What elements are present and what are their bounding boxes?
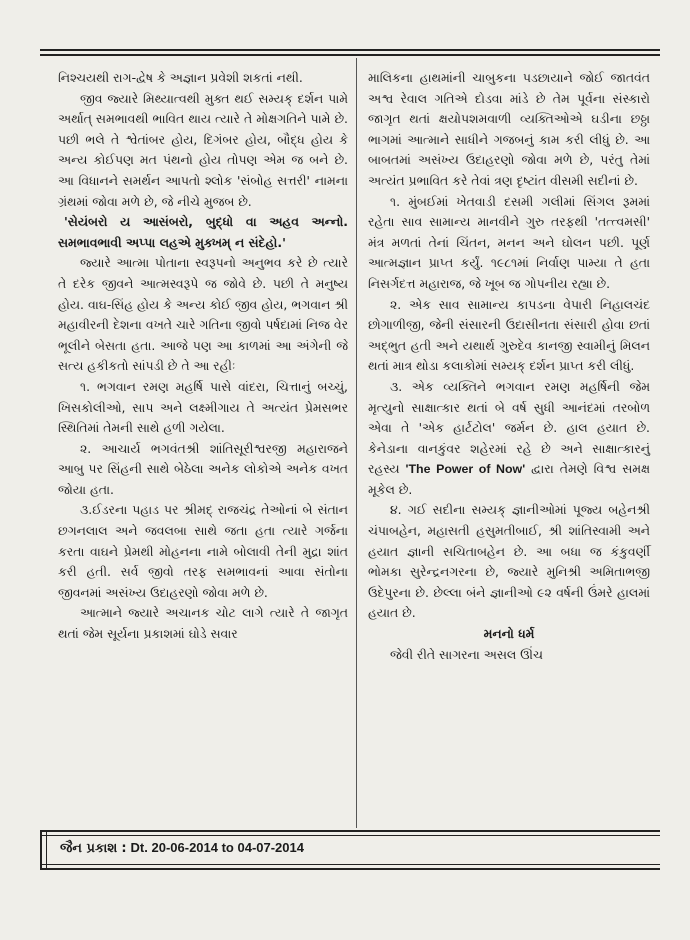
list-item: ૧. ભગવાન રમણ મહર્ષિ પાસે વાંદરા, ચિત્તાનું બચ્ચું, ખિસકોલીઓ, સાપ અને લક્ષ્મીગાય તે અત્યંત પ્રેમસભર સ્થિતિમાં તેમની સાથે હળી ગયેલા.	[58, 378, 348, 436]
list-item	[368, 377, 650, 501]
shloka-quote: 'સેયંબરો ય આસંબરો, બુદ્ધો વા અહવ અન્નો. સમભાવભાવી અપ્પા લહએ મુક્ખમ્‌ ન સંદેહો.'	[58, 214, 348, 250]
column-divider	[356, 58, 357, 828]
list-item-text: ૩. એક વ્યક્તિને ભગવાન રમણ મહર્ષિની જેમ મૃત્યુનો સાક્ષાત્કાર થતાં બે વર્ષ સુધી આનંદમાં તરબોળ એવા તે 'એક હાર્ટટોલ' જર્મન છે. હાલ હયાત છે. કેનેડાના વાનકુંવર શહેરમાં રહે છે અને સાક્ષાત્કારનું રહસ્ય	[368, 378, 650, 477]
footer-rule-bottom	[40, 864, 660, 870]
list-item: ૪. ગઈ સદીના સમ્યક્‌ જ્ઞાનીઓમાં પૂજ્ય બહેનશ્રી ચંપાબહેન, મહાસતી હસુમતીબાઈ, શ્રી શાંતિસ્વામી અને હયાત જ્ઞાની સચિતાબહેન છે. આ બધા જ કંકુવર્ણી ભોમકા સુરેન્દ્રનગરના છે, જ્યારે મુનિશ્રી અમિતાભજી ઉદેપુરના છે. છેલ્લા બંને જ્ઞાનીઓ ૯૨ વર્ષની ઉંમરે હાલમાં હયાત છે.	[368, 502, 650, 621]
paragraph: જ્યારે આત્મા પોતાના સ્વરૂપનો અનુભવ કરે છે ત્યારે તે દરેક જીવને આત્મસ્વરૂપે જ જોવે છે. પછી તે મનુષ્ય હોય. વાઘ-સિંહ હોય કે અન્ય કોઈ જીવ હોય, ભગવાન શ્રી મહાવીરની દેશના વખતે ચારે ગતિના જીવો પર્ષદામાં નિજ વેર ભૂલીને બેસતા હતા. આજે પણ આ કાળમાં આ અંગેની જે સત્ય હકીકતો સાંપડી છે તે આ રહીઃ	[58, 255, 348, 374]
footer-separator: :	[121, 841, 127, 856]
issue-date: Dt. 20-06-2014 to 04-07-2014	[130, 840, 304, 855]
publication-name: જૈન પ્રકાશ	[60, 841, 118, 856]
footer-rule-top	[40, 830, 660, 836]
paragraph: જેવી રીતે સાગરના અસલ ઊંચ	[390, 646, 543, 662]
left-column	[58, 68, 348, 645]
page-footer	[40, 830, 660, 868]
list-item: ૨. આચાર્ય ભગવંતશ્રી શાંતિસૂરીશ્વરજી મહારાજને આબુ પર સિંહની સાથે બેઠેલા અનેક લોકોએ અનેક વખત જોયા હતા.	[58, 440, 348, 497]
list-item: ૧. મુંબઈમાં ખેતવાડી દસમી ગલીમાં સિંગલ રૂમમાં રહેતા સાવ સામાન્ય માનવીને ગુરુ તરફથી 'તત્ત્વમસી' મંત્ર મળતાં તેનાં ચિંતન, મનન અને ઘોલન પછી. પૂર્ણ આત્મજ્ઞાન પ્રાપ્ત કર્યું. ૧૯૮૧માં નિર્વાણ પામ્યા તે હતા નિસર્ગદત્ત મહારાજ, જે ખૂબ જ ગોપનીય રહ્યા છે.	[368, 193, 650, 291]
paragraph: આત્માને જ્યારે અચાનક ચોટ લાગે ત્યારે તે જાગૃત થતાં જેમ સૂર્યના પ્રકાશમાં ઘોડે સવાર	[58, 605, 348, 642]
list-item: ૩.ઈડરના પહાડ પર શ્રીમદ્‌ રાજચંદ્ર તેઓનાં બે સંતાન છગનલાલ અને જવલબા સાથે જતા હતા ત્યારે ગર્જના કરતા વાઘને પ્રેમથી મોહનના નામે બોલાવી તેની મુદ્રા શાંત કરી હતી. સર્વ જીવો તરફ સમભાવનાં આવા સંતોના જીવનમાં અસંખ્ય ઉદાહરણો જોવા મળે છે.	[58, 502, 348, 600]
paragraph: જીવ જ્યારે મિથ્યાત્વથી મુક્ત થઈ સમ્યક્‌ દર્શન પામે અર્થાત્‌ સમભાવથી ભાવિત થાય ત્યારે તે મોક્ષગતિને પામે છે. પછી ભલે તે શ્વેતાંબર હોય, દિગંબર હોય, બૌદ્ધ હોય કે અન્ય કોઈપણ મત પંથનો હોય તોપણ એમ જ બને છે. આ વિધાનને સમર્થન આપતો શ્લોક 'સંબોહ સત્તરી' નામના ગ્રંથમાં જોવા મળે છે, જે નીચે મુજબ છે.	[58, 90, 348, 209]
list-item-text: દ્વારા તેમણે વિશ્વ સમક્ષ મૂકેલ છે.	[368, 461, 650, 497]
section-heading: મનનો ધર્મ	[483, 626, 535, 642]
paragraph: નિશ્ચયથી રાગ-દ્વેષ કે અજ્ઞાન પ્રવેશી શકતાં નથી.	[58, 70, 303, 85]
footer-text	[60, 840, 304, 856]
list-item: ૨. એક સાવ સામાન્ય કાપડના વેપારી નિહાલચંદ છોગાળીજી, જેની સંસારની ઉદાસીનતા સંસારી હોવા છતાં અદ્‌ભુત હતી અને યથાર્થ ગુરુદેવ કાનજી સ્વામીનું મિલન થતાં માત્ર થોડા કલાકોમાં સમ્યક્‌ દર્શન પ્રાપ્ત કરી લીધું.	[368, 296, 650, 374]
right-column	[368, 68, 650, 665]
paragraph: માલિકના હાથમાંની ચાબુકના પડછાયાને જોઈ જાતવંત અશ્વ રેવાલ ગતિએ દોડવા માંડે છે તેમ પૂર્વના સંસ્કારો જાગૃત થતાં ક્ષયોપશમવાળી વ્યક્તિઓએ ઘડીના છઠ્ઠા ભાગમાં આત્માને સાધીને ગજબનું કામ કરી લીધું છે. આ બાબતમાં અસંખ્ય ઉદાહરણો જોવા મળે છે, પરંતુ તેમાં અત્યંત પ્રભાવિત કરે તેવાં ત્રણ દૃષ્ટાંત વીસમી સદીનાં છે.	[368, 70, 650, 188]
top-rule	[40, 49, 660, 56]
book-title: 'The Power of Now'	[405, 462, 526, 477]
footer-bracket	[40, 830, 47, 868]
